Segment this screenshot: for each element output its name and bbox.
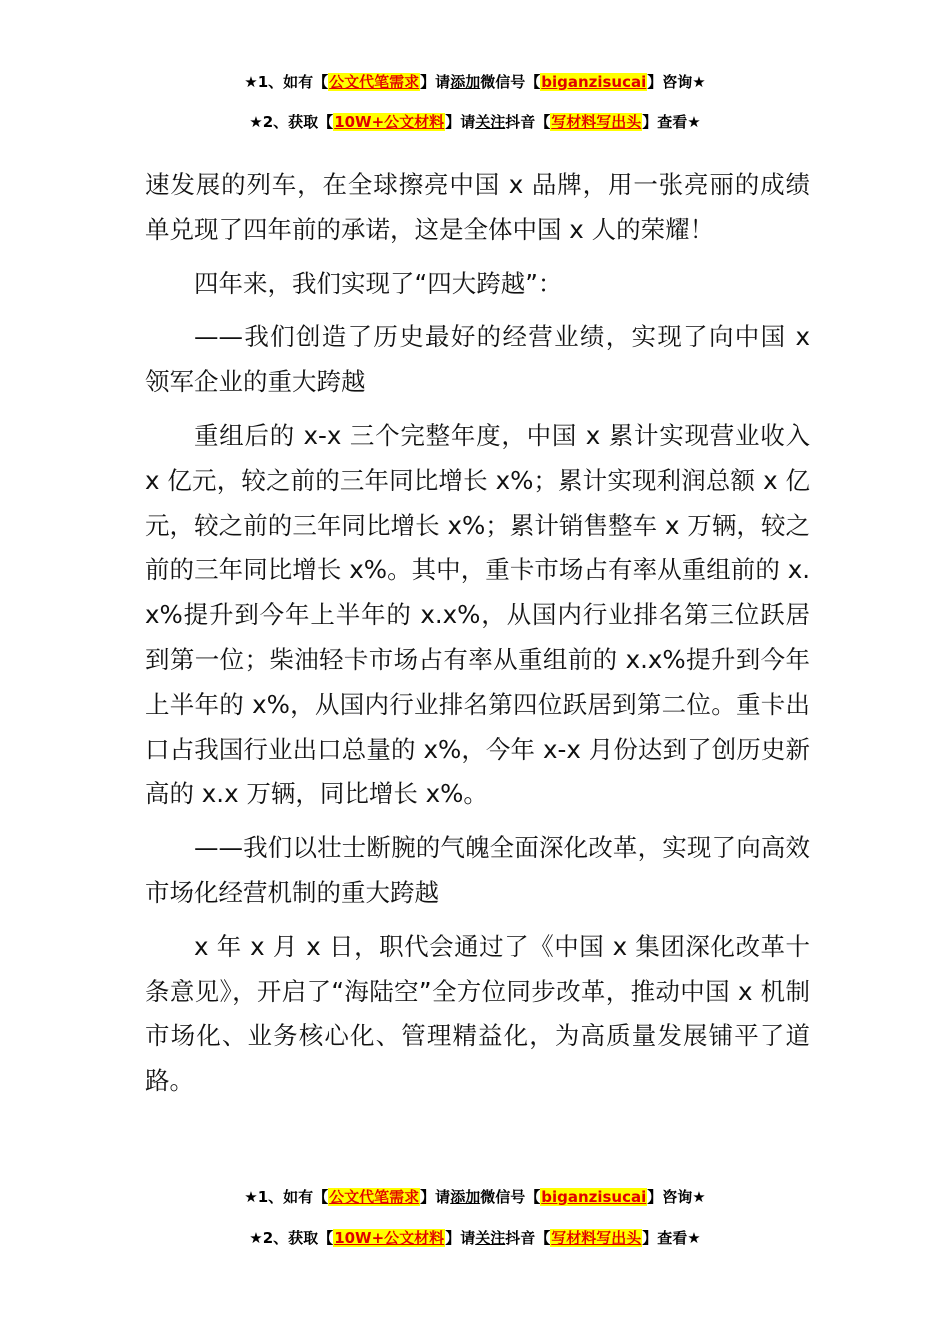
banner-text: ★1、如有【 bbox=[244, 73, 329, 91]
banner-text: ★2、获取【 bbox=[249, 113, 334, 131]
banner-text: 微信号【 bbox=[480, 1188, 541, 1206]
banner-underline: 添加 bbox=[450, 1188, 481, 1206]
banner-text: 】查看★ bbox=[642, 113, 701, 131]
banner-highlight: 写材料写出头 bbox=[551, 113, 642, 131]
banner-highlight: 10W+公文材料 bbox=[334, 1229, 445, 1247]
banner-text: 】请 bbox=[445, 1229, 476, 1247]
banner-highlight: biganzisucai bbox=[541, 73, 647, 91]
banner-text: ★2、获取【 bbox=[249, 1229, 334, 1247]
promo-banner-top-line1 bbox=[0, 71, 950, 93]
banner-text: ★1、如有【 bbox=[244, 1188, 329, 1206]
banner-underline: 添加 bbox=[450, 73, 481, 91]
banner-highlight: 公文代笔需求 bbox=[329, 1188, 420, 1206]
banner-text: 微信号【 bbox=[480, 73, 541, 91]
banner-text: 】咨询★ bbox=[647, 73, 706, 91]
banner-highlight: 写材料写出头 bbox=[551, 1229, 642, 1247]
paragraph: 四年来，我们实现了“四大跨越”： bbox=[194, 268, 563, 298]
promo-banner-bottom-line2 bbox=[0, 1227, 950, 1249]
section-heading: ——我们创造了历史最好的经营业绩，实现了向中国 x 领军企业的重大跨越 bbox=[145, 322, 810, 397]
paragraph: 速发展的列车，在全球擦亮中国 x 品牌，用一张亮丽的成绩单兑现了四年前的承诺，这是全体中国 x 人的荣耀！ bbox=[145, 170, 810, 244]
promo-banner-top-line2 bbox=[0, 111, 950, 133]
banner-text: 】查看★ bbox=[642, 1229, 701, 1247]
banner-text: 】咨询★ bbox=[647, 1188, 706, 1206]
banner-text: 】请 bbox=[420, 73, 451, 91]
banner-highlight: 10W+公文材料 bbox=[334, 113, 445, 131]
section-heading: ——我们以壮士断腕的气魄全面深化改革，实现了向高效市场化经营机制的重大跨越 bbox=[145, 833, 810, 907]
paragraph: 重组后的 x-x 三个完整年度，中国 x 累计实现营业收入 x 亿元，较之前的三年同比增长 x%；累计实现利润总额 x 亿元，较之前的三年同比增长 x%；累计销售整车 x 万辆，较之前的三年同比增长 x%。其中，重卡市场占有率从重组前的 x.x%提升到今年上半年的 x.x%，从国内行业排名第三位跃居到第一位；柴油轻卡市场占有率从重组前的 x.x%提升到今年上半年的 x%，从国内行业排名第四位跃居到第二位。重卡出口占我国行业出口总量的 x%，今年 x-x 月份达到了创历史新高的 x.x 万辆，同比增长 x%。 bbox=[145, 420, 810, 809]
promo-banner-bottom-line1 bbox=[0, 1186, 950, 1208]
banner-text: 】请 bbox=[445, 113, 476, 131]
banner-highlight: 公文代笔需求 bbox=[329, 73, 420, 91]
banner-text: 】请 bbox=[420, 1188, 451, 1206]
paragraph: x 年 x 月 x 日，职代会通过了《中国 x 集团深化改革十条意见》，开启了“海陆空”全方位同步改革，推动中国 x 机制市场化、业务核心化、管理精益化，为高质量发展铺平了道路。 bbox=[145, 931, 810, 1096]
banner-underline: 关注 bbox=[475, 113, 506, 131]
banner-underline: 关注 bbox=[475, 1229, 506, 1247]
document-body bbox=[145, 163, 810, 1113]
banner-text: 抖音【 bbox=[505, 113, 551, 131]
banner-highlight: biganzisucai bbox=[541, 1188, 647, 1206]
banner-text: 抖音【 bbox=[505, 1229, 551, 1247]
